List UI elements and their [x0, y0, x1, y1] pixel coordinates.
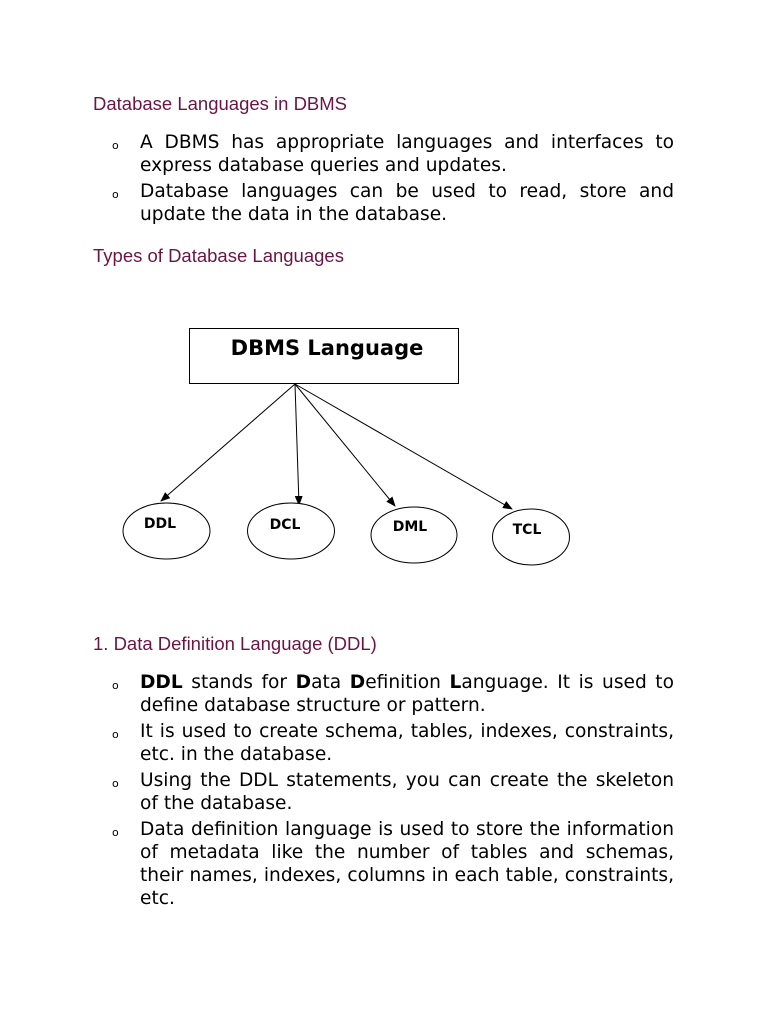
bullet-text: Using the DDL statements, you can create the skeleton of the database. — [140, 770, 674, 814]
arrow-ddl — [161, 384, 295, 501]
bullet-marker: o — [112, 728, 119, 741]
arrow-dcl — [295, 384, 299, 505]
initial-d2: D — [349, 672, 366, 693]
initial-d1: D — [295, 672, 312, 693]
section-heading-types: Types of Database Languages — [93, 245, 344, 266]
bullet-text: Database languages can be used to read, store and update the data in the database. — [140, 181, 674, 225]
node-label-dml: DML — [392, 519, 428, 535]
list-item — [112, 720, 674, 766]
section-heading-ddl: 1. Data Definition Language (DDL) — [93, 633, 377, 654]
ddl-term: DDL — [140, 672, 183, 693]
arrow-tcl — [295, 384, 512, 509]
node-label-dcl: DCL — [269, 517, 301, 533]
list-item — [112, 180, 674, 226]
word-rest: efinition — [365, 672, 441, 693]
list-item — [112, 131, 674, 177]
root-label: DBMS Language — [230, 336, 424, 360]
bullet-marker: o — [112, 679, 119, 692]
list-item — [112, 769, 674, 815]
initial-l: L — [449, 672, 462, 693]
bullet-marker: o — [112, 777, 119, 790]
bullet-marker: o — [112, 826, 119, 839]
bullet-text: It is used to define database structure or pattern. — [140, 672, 674, 716]
section-heading-database-languages: Database Languages in DBMS — [93, 93, 348, 114]
bullet-text: Data definition language is used to store the information of metadata like the number of tables and schemas, their names, indexes, columns in each table, constraints, etc. — [140, 819, 674, 909]
list-item — [112, 818, 674, 910]
node-label-ddl: DDL — [143, 516, 177, 532]
intro-bullet-list — [112, 131, 674, 229]
ddl-bullet-list — [112, 671, 674, 913]
bullet-marker: o — [112, 188, 119, 201]
list-item — [112, 671, 674, 717]
bullet-text: It is used to create schema, tables, indexes, constraints, etc. in the database. — [140, 721, 674, 765]
word-rest: ata — [311, 672, 342, 693]
arrow-dml — [295, 384, 395, 506]
bullet-text: stands for — [191, 672, 288, 693]
node-dml — [371, 507, 457, 563]
bullet-marker: o — [112, 139, 119, 152]
dbms-language-diagram — [0, 300, 768, 580]
word-rest: anguage. — [461, 672, 549, 693]
bullet-text: A DBMS has appropriate languages and interfaces to express database queries and updates. — [140, 132, 674, 176]
node-label-tcl: TCL — [512, 522, 542, 538]
